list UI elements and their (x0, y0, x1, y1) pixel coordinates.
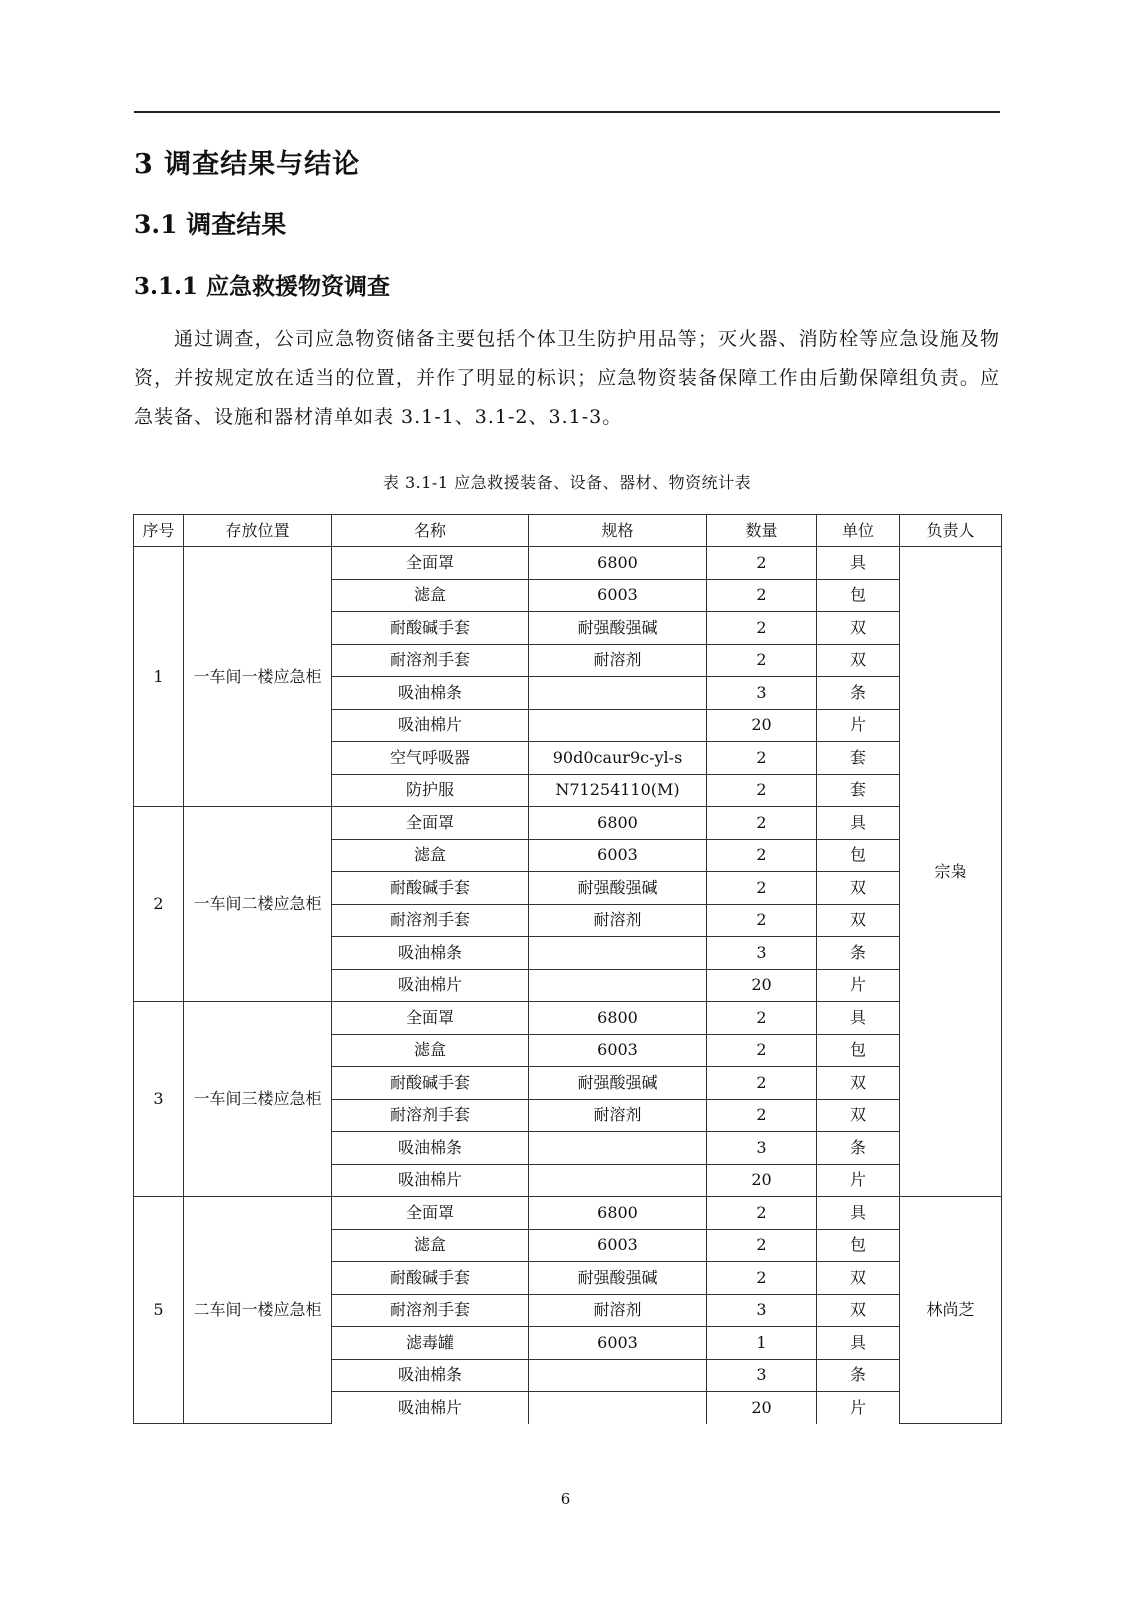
cell-serial-no: 2 (134, 807, 184, 1002)
cell-item-qty: 2 (707, 644, 817, 677)
cell-item-name: 吸油棉片 (332, 1392, 529, 1424)
cell-item-unit: 双 (817, 872, 900, 905)
cell-item-name: 空气呼吸器 (332, 742, 529, 775)
cell-item-qty: 2 (707, 872, 817, 905)
cell-item-name: 耐溶剂手套 (332, 644, 529, 677)
cell-item-name: 滤盒 (332, 1229, 529, 1262)
cell-item-name: 耐溶剂手套 (332, 1294, 529, 1327)
cell-item-qty: 3 (707, 1132, 817, 1165)
cell-item-qty: 20 (707, 969, 817, 1002)
inventory-table (133, 514, 1002, 1424)
header-cell-qty: 数量 (707, 515, 817, 547)
cell-item-spec: 耐强酸强碱 (529, 1067, 707, 1100)
cell-item-qty: 2 (707, 579, 817, 612)
cell-item-spec: 耐溶剂 (529, 644, 707, 677)
subsection-heading: 3.1 调查结果 (134, 210, 287, 239)
cell-item-name: 耐酸碱手套 (332, 1262, 529, 1295)
cell-item-spec: 6003 (529, 579, 707, 612)
cell-item-spec: 6800 (529, 1197, 707, 1230)
cell-item-name: 耐酸碱手套 (332, 872, 529, 905)
cell-item-spec: 6003 (529, 1327, 707, 1360)
cell-item-qty: 3 (707, 1359, 817, 1392)
cell-item-qty: 2 (707, 839, 817, 872)
table-header (134, 515, 1002, 547)
cell-item-spec (529, 1132, 707, 1165)
cell-item-qty: 2 (707, 612, 817, 645)
cell-item-unit: 具 (817, 1197, 900, 1230)
cell-item-qty: 2 (707, 1034, 817, 1067)
cell-item-unit: 双 (817, 904, 900, 937)
page-number: 6 (560, 1490, 571, 1508)
cell-item-name: 滤盒 (332, 839, 529, 872)
cell-item-unit: 包 (817, 1034, 900, 1067)
header-cell-unit: 单位 (817, 515, 900, 547)
cell-item-spec: 耐强酸强碱 (529, 612, 707, 645)
cell-storage-location: 一车间三楼应急柜 (184, 1002, 332, 1197)
cell-responsible-person: 宗枭 (900, 547, 1002, 1197)
cell-item-qty: 2 (707, 1229, 817, 1262)
cell-item-spec: 耐溶剂 (529, 904, 707, 937)
cell-item-unit: 片 (817, 969, 900, 1002)
cell-item-name: 滤盒 (332, 1034, 529, 1067)
cell-item-name: 吸油棉条 (332, 937, 529, 970)
header-rule (134, 111, 1000, 113)
cell-item-spec: 耐溶剂 (529, 1294, 707, 1327)
cell-item-qty: 20 (707, 709, 817, 742)
cell-item-spec (529, 677, 707, 710)
cell-item-spec: 6800 (529, 1002, 707, 1035)
cell-item-spec: 6003 (529, 839, 707, 872)
cell-item-name: 耐酸碱手套 (332, 1067, 529, 1100)
subsubsection-heading: 3.1.1 应急救援物资调查 (134, 273, 391, 300)
cell-item-qty: 2 (707, 1197, 817, 1230)
cell-item-name: 耐酸碱手套 (332, 612, 529, 645)
cell-item-name: 吸油棉片 (332, 1164, 529, 1197)
section-heading: 3 调查结果与结论 (134, 149, 361, 180)
cell-item-spec: N71254110(M) (529, 774, 707, 807)
cell-item-spec (529, 1392, 707, 1424)
cell-serial-no: 3 (134, 1002, 184, 1197)
cell-item-spec (529, 969, 707, 1002)
cell-item-unit: 条 (817, 1359, 900, 1392)
header-cell-spec: 规格 (529, 515, 707, 547)
cell-item-qty: 2 (707, 547, 817, 580)
cell-item-spec: 6003 (529, 1229, 707, 1262)
cell-storage-location: 一车间一楼应急柜 (184, 547, 332, 807)
cell-item-unit: 片 (817, 1392, 900, 1424)
header-cell-no: 序号 (134, 515, 184, 547)
cell-item-qty: 3 (707, 937, 817, 970)
cell-item-name: 全面罩 (332, 547, 529, 580)
cell-item-spec (529, 1164, 707, 1197)
cell-item-name: 耐溶剂手套 (332, 904, 529, 937)
cell-item-name: 滤盒 (332, 579, 529, 612)
table-row (134, 807, 1002, 840)
cell-item-spec (529, 1359, 707, 1392)
cell-item-qty: 3 (707, 1294, 817, 1327)
cell-item-qty: 2 (707, 904, 817, 937)
cell-item-spec: 耐溶剂 (529, 1099, 707, 1132)
cell-item-unit: 双 (817, 1067, 900, 1100)
cell-item-name: 全面罩 (332, 1002, 529, 1035)
cell-item-name: 防护服 (332, 774, 529, 807)
cell-item-unit: 条 (817, 677, 900, 710)
cell-item-qty: 2 (707, 807, 817, 840)
cell-item-unit: 包 (817, 1229, 900, 1262)
cell-item-spec (529, 937, 707, 970)
cell-item-qty: 2 (707, 1099, 817, 1132)
table-caption: 表 3.1-1 应急救援装备、设备、器材、物资统计表 (382, 473, 752, 492)
cell-item-qty: 3 (707, 677, 817, 710)
cell-item-spec: 6003 (529, 1034, 707, 1067)
cell-item-qty: 2 (707, 1262, 817, 1295)
table-row (134, 547, 1002, 580)
cell-item-unit: 包 (817, 839, 900, 872)
header-row (134, 515, 1002, 547)
cell-item-unit: 具 (817, 547, 900, 580)
cell-item-unit: 条 (817, 1132, 900, 1165)
cell-item-unit: 双 (817, 1294, 900, 1327)
cell-item-name: 耐溶剂手套 (332, 1099, 529, 1132)
cell-item-name: 吸油棉条 (332, 1359, 529, 1392)
header-cell-name: 名称 (332, 515, 529, 547)
cell-item-unit: 具 (817, 1002, 900, 1035)
cell-item-qty: 2 (707, 1067, 817, 1100)
cell-item-name: 吸油棉片 (332, 969, 529, 1002)
cell-item-qty: 2 (707, 1002, 817, 1035)
header-cell-responsible: 负责人 (900, 515, 1002, 547)
cell-item-unit: 具 (817, 807, 900, 840)
cell-item-unit: 包 (817, 579, 900, 612)
cell-storage-location: 二车间一楼应急柜 (184, 1197, 332, 1424)
cell-item-name: 吸油棉条 (332, 1132, 529, 1165)
cell-item-spec: 6800 (529, 807, 707, 840)
cell-storage-location: 一车间二楼应急柜 (184, 807, 332, 1002)
cell-item-unit: 片 (817, 709, 900, 742)
cell-item-name: 全面罩 (332, 807, 529, 840)
cell-item-name: 吸油棉条 (332, 677, 529, 710)
cell-responsible-person: 林尚芝 (900, 1197, 1002, 1424)
cell-item-unit: 条 (817, 937, 900, 970)
cell-item-unit: 双 (817, 644, 900, 677)
cell-item-spec: 90d0caur9c-yl-s (529, 742, 707, 775)
cell-item-unit: 套 (817, 774, 900, 807)
table-row (134, 1002, 1002, 1035)
cell-item-qty: 1 (707, 1327, 817, 1360)
cell-item-unit: 套 (817, 742, 900, 775)
cell-item-unit: 双 (817, 612, 900, 645)
cell-item-name: 滤毒罐 (332, 1327, 529, 1360)
cell-item-qty: 20 (707, 1164, 817, 1197)
cell-item-name: 吸油棉片 (332, 709, 529, 742)
body-paragraph: 通过调查，公司应急物资储备主要包括个体卫生防护用品等；灭火器、消防栓等应急设施及物资，并按规定放在适当的位置，并作了明显的标识；应急物资装备保障工作由后勤保障组负责。应急装备、设施和器材清单如表 3.1-1、3.1-2、3.1-3。 (134, 328, 1000, 428)
cell-item-spec (529, 709, 707, 742)
cell-item-spec: 耐强酸强碱 (529, 872, 707, 905)
cell-item-name: 全面罩 (332, 1197, 529, 1230)
cell-item-unit: 片 (817, 1164, 900, 1197)
cell-item-qty: 20 (707, 1392, 817, 1424)
cell-item-unit: 双 (817, 1262, 900, 1295)
cell-item-spec: 6800 (529, 547, 707, 580)
cell-item-qty: 2 (707, 774, 817, 807)
header-cell-location: 存放位置 (184, 515, 332, 547)
cell-item-qty: 2 (707, 742, 817, 775)
table-body (134, 547, 1002, 1424)
table-row (134, 1197, 1002, 1230)
cell-item-unit: 双 (817, 1099, 900, 1132)
cell-serial-no: 5 (134, 1197, 184, 1424)
cell-serial-no: 1 (134, 547, 184, 807)
cell-item-spec: 耐强酸强碱 (529, 1262, 707, 1295)
cell-item-unit: 具 (817, 1327, 900, 1360)
